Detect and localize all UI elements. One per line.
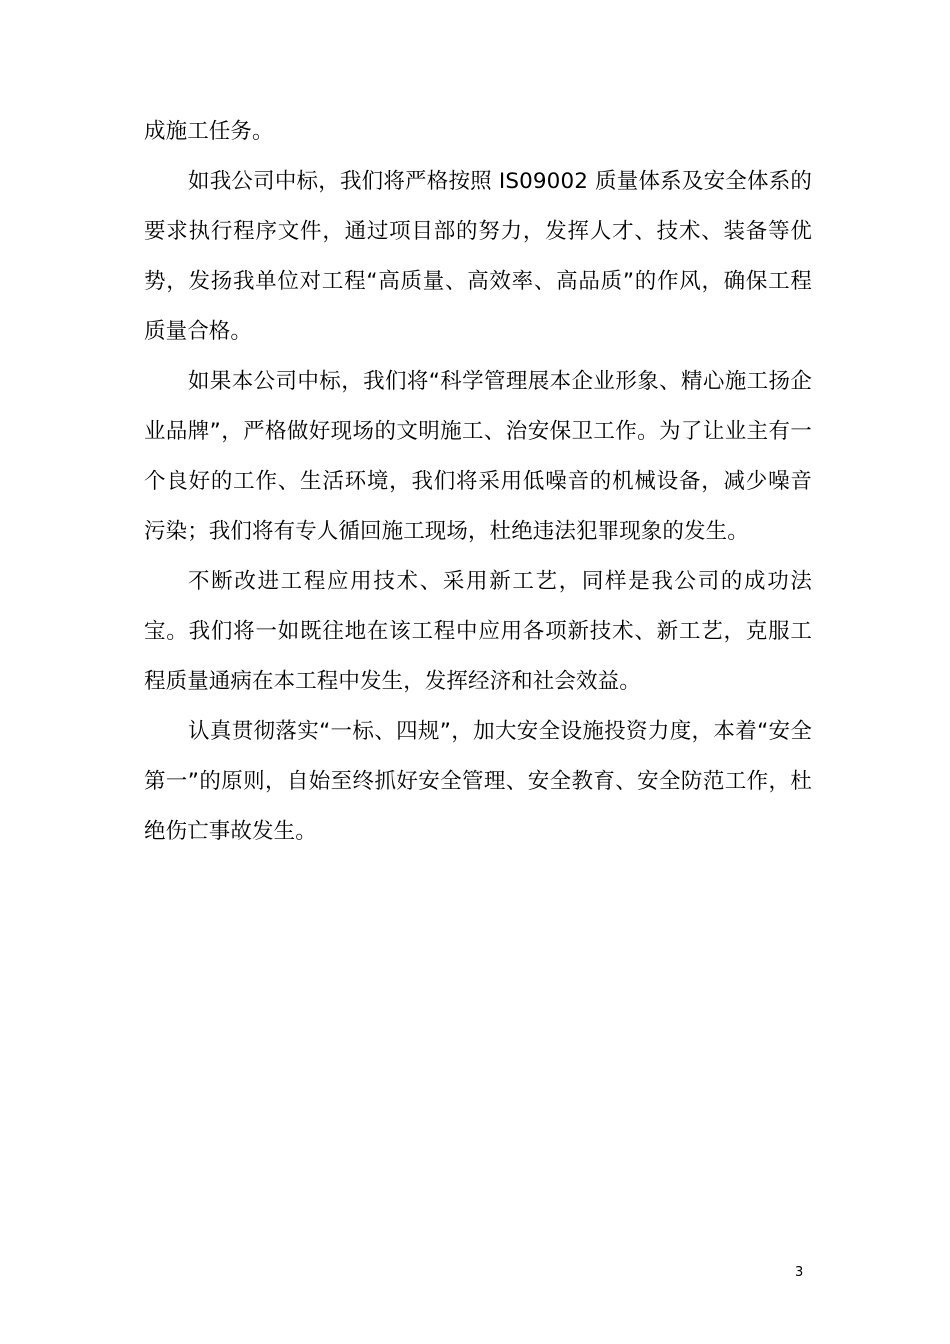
document-body: [144, 107, 812, 857]
paragraph-quality-commitment: 如我公司中标，我们将严格按照 IS09002 质量体系及安全体系的要求执行程序文件，通过项目部的努力，发挥人才、技术、装备等优势，发扬我单位对工程“高质量、高效率、高品质”的作风，确保工程质量合格。: [144, 169, 812, 344]
paragraph-continuation: 成施工任务。: [144, 119, 274, 144]
paragraph-civilized-construction: 如果本公司中标，我们将“科学管理展本企业形象、精心施工扬企业品牌”，严格做好现场的文明施工、治安保卫工作。为了让业主有一个良好的工作、生活环境，我们将采用低噪音的机械设备，减少噪音污染；我们将有专人循回施工现场，杜绝违法犯罪现象的发生。: [144, 369, 812, 544]
paragraph-safety-management: 认真贯彻落实“一标、四规”，加大安全设施投资力度，本着“安全第一”的原则，自始至终抓好安全管理、安全教育、安全防范工作，杜绝伤亡事故发生。: [144, 719, 812, 844]
paragraph-new-technology: 不断改进工程应用技术、采用新工艺，同样是我公司的成功法宝。我们将一如既往地在该工程中应用各项新技术、新工艺，克服工程质量通病在本工程中发生，发挥经济和社会效益。: [144, 569, 812, 694]
page-number: 3: [795, 1265, 804, 1280]
